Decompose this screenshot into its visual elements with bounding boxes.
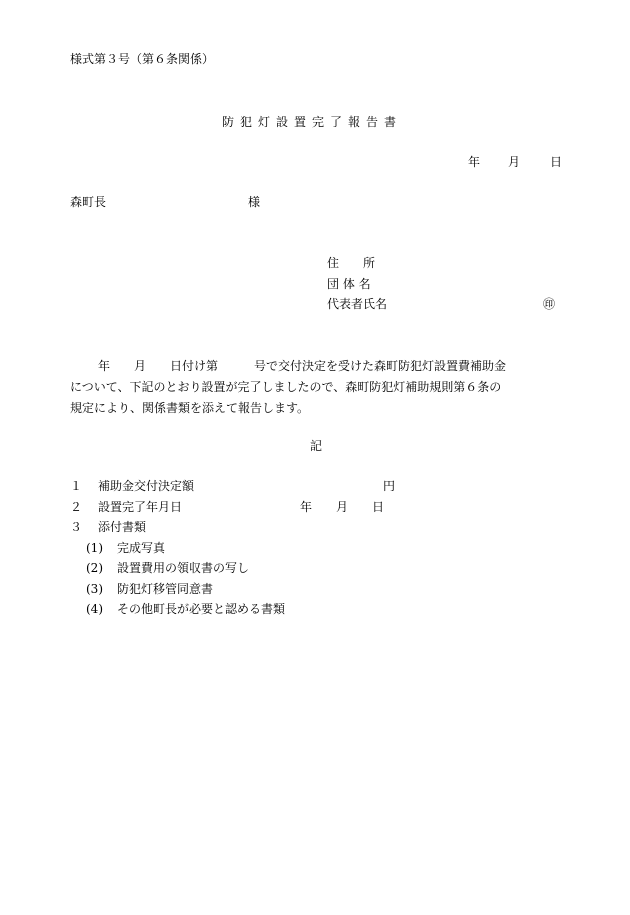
representative-label: 代表者氏名 [327, 297, 388, 311]
report-body [70, 356, 560, 419]
attachment-number: (3) [86, 582, 103, 596]
addressee-honorific: 様 [248, 195, 261, 209]
ki-heading: 記 [310, 439, 323, 453]
item-subsidy-amount [70, 479, 194, 493]
seal-mark: ㊞ [543, 297, 556, 311]
organization-label: 団 体 名 [327, 277, 371, 291]
body-line-2: について、下記のとおり設置が完了しましたので、森町防犯灯補助規則第６条の [70, 380, 502, 394]
attachment-number: (4) [86, 602, 103, 616]
attachment-number: (1) [86, 541, 103, 555]
attachment-item [86, 602, 285, 616]
document-title: 防犯灯設置完了報告書 [222, 115, 403, 129]
attachment-item [86, 541, 165, 555]
item-attachments [70, 520, 146, 534]
item-label: 添付書類 [98, 520, 147, 534]
item-number: ３ [70, 520, 83, 534]
report-date [468, 155, 562, 169]
addressee-name: 森町長 [70, 195, 107, 209]
item-number: ２ [70, 500, 83, 514]
body-line-3: 規定により、関係書類を添えて報告します。 [70, 401, 310, 415]
attachment-label: 防犯灯移管同意書 [117, 582, 214, 596]
completion-date-fields: 年 月 日 [300, 500, 385, 514]
date-month: 月 [508, 155, 521, 169]
item-completion-date [70, 500, 182, 514]
address-label: 住 所 [327, 256, 376, 270]
body-line-1: 年 月 日付け第 号で交付決定を受けた森町防犯灯設置費補助金 [98, 359, 507, 373]
attachment-label: 設置費用の領収書の写し [117, 561, 250, 575]
attachment-item [86, 561, 249, 575]
item-label: 補助金交付決定額 [98, 479, 195, 493]
attachment-label: その他町長が必要と認める書類 [117, 602, 286, 616]
date-year: 年 [468, 155, 481, 169]
item-label: 設置完了年月日 [98, 500, 183, 514]
date-day: 日 [550, 155, 563, 169]
item-number: １ [70, 479, 83, 493]
yen-unit: 円 [383, 479, 396, 493]
attachment-label: 完成写真 [117, 541, 166, 555]
form-number: 様式第３号（第６条関係） [70, 52, 215, 66]
attachment-number: (2) [86, 561, 103, 575]
attachment-item [86, 582, 213, 596]
